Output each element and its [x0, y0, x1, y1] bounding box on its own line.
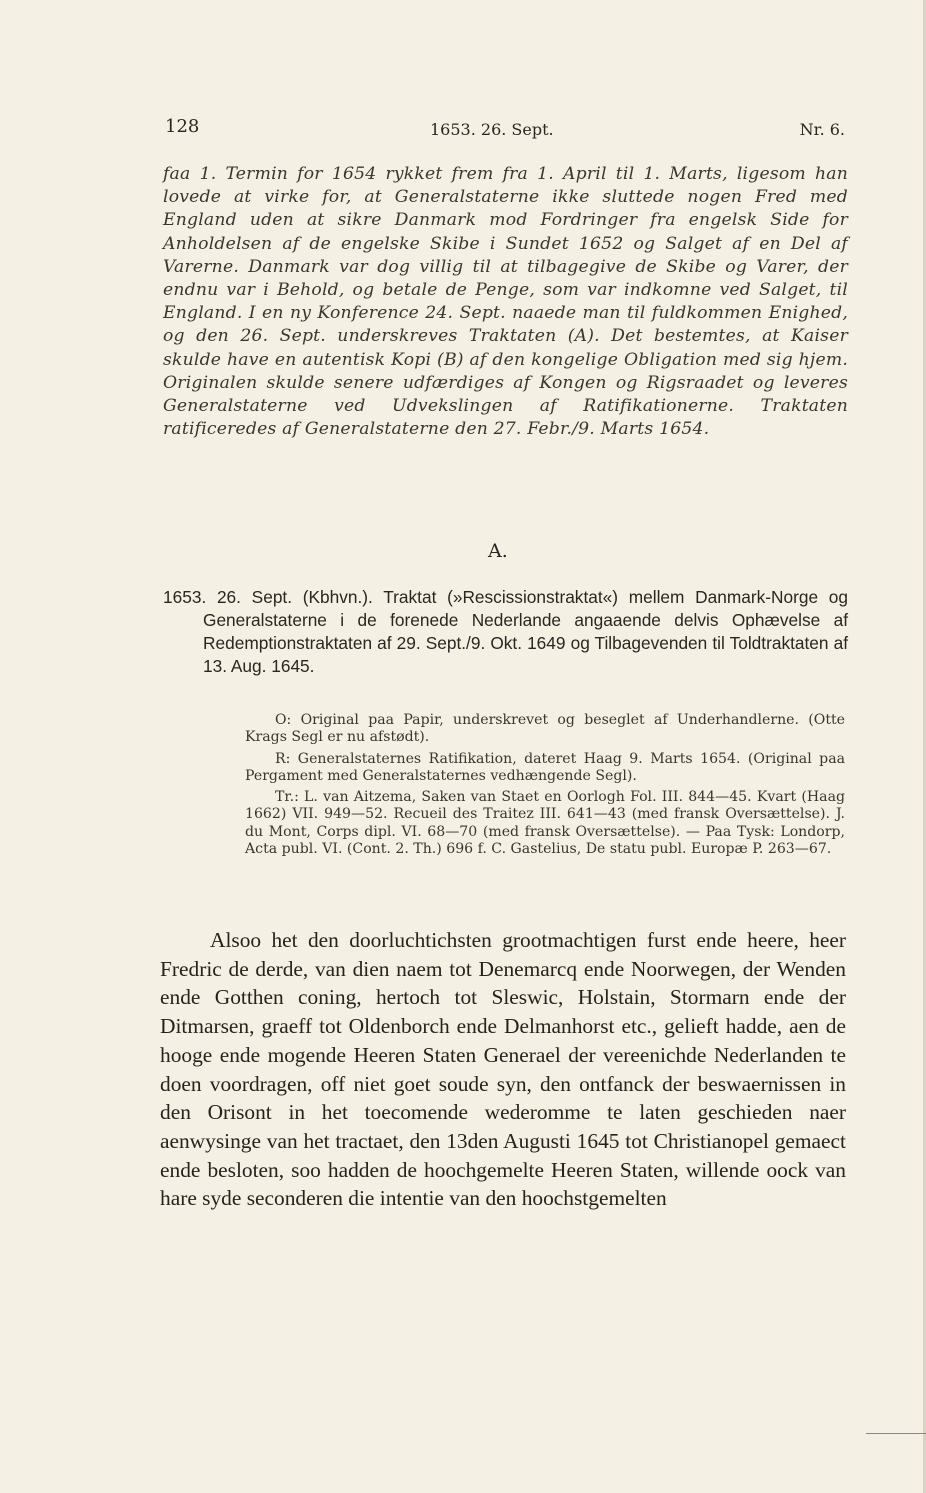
- source-note-ratification: R: Generalstaternes Ratifikation, dateret Haag 9. Marts 1654. (Original paa Pergament med Generalstaternes vedhængende Segl).: [245, 750, 845, 784]
- source-notes: [245, 712, 845, 862]
- intro-paragraph: faa 1. Termin for 1654 rykket frem fra 1. April til 1. Marts, ligesom han lovede at virke for, at Generalstaterne ikke sluttede nogen Fred med England uden at sikre Danmark mod Fordringer fra engelsk Side for Anholdelsen af de engelske Skibe i Sundet 1652 og Salget af en Del af Varerne. Danmark var dog villig til at tilbagegive de Skibe og Varer, der endnu var i Behold, og betale de Penge, som var indkomne ved Salget, til England. I en ny Konference 24. Sept. naaede man til fuldkommen Enighed, og den 26. Sept. underskreves Traktaten (A). Det bestemtes, at Kaiser skulde have en autentisk Kopi (B) af den kongelige Obligation med sig hjem. Originalen skulde senere udfærdiges af Kongen og Rigsraadet og leveres Generalstaterne ved Udvekslingen af Ratifikationerne. Traktaten ratificeredes af Generalstaterne den 27. Febr./9. Marts 1654.: [163, 164, 848, 440]
- document-number: Nr. 6.: [799, 120, 845, 139]
- page-number: 128: [165, 116, 200, 137]
- source-note-prints: Tr.: L. van Aitzema, Saken van Staet en Oorlogh Fol. III. 844—45. Kvart (Haag 1662) VII. 949—52. Recueil des Traitez III. 641—43 (med fransk Oversættelse). J. du Mont, Corps dipl. VI. 68—70 (med fransk Oversættelse). — Paa Tysk: Londorp, Acta publ. VI. (Cont. 2. Th.) 696 f. C. Gastelius, De statu publ. Europæ P. 263—67.: [245, 789, 845, 858]
- running-date: 1653. 26. Sept.: [430, 120, 554, 139]
- page-header: [165, 116, 845, 140]
- section-heading: A.: [488, 540, 508, 562]
- edge-rule: [866, 1433, 926, 1434]
- document-title: 1653. 26. Sept. (Kbhvn.). Traktat (»Rescissionstraktat«) mellem Danmark-Norge og Generalstaterne i de forenede Nederlande angaaende delvis Ophævelse af Redemptionstraktaten af 29. Sept./9. Okt. 1649 og Tilbagevenden til Toldtraktaten af 13. Aug. 1645.: [163, 587, 848, 676]
- source-note-original: O: Original paa Papir, underskrevet og beseglet af Underhandlerne. (Otte Krags Segl er nu afstødt).: [245, 712, 845, 746]
- treaty-text: Alsoo het den doorluchtichsten grootmachtigen furst ende heere, heer Fredric de derde, van dien naem tot Denemarcq ende Noorwegen, der Wenden ende Gotthen coning, hertoch tot Sleswic, Holstain, Stormarn ende der Ditmarsen, graeff tot Oldenborch ende Delmanhorst etc., gelieft hadde, aen de hooge ende mogende Heeren Staten Generael der vereenichde Nederlanden te doen voordragen, off niet goet soude syn, den ontfanck der beswaernissen in den Orisont in het toecomende wederomme te laten geschieden naer aenwysinge van het tractaet, den 13den Augusti 1645 tot Christianopel gemaect ende besloten, soo hadden de hoochgemelte Heeren Staten, willende oock van hare syde seconderen die intentie van den hoochstgemelten: [160, 928, 846, 1211]
